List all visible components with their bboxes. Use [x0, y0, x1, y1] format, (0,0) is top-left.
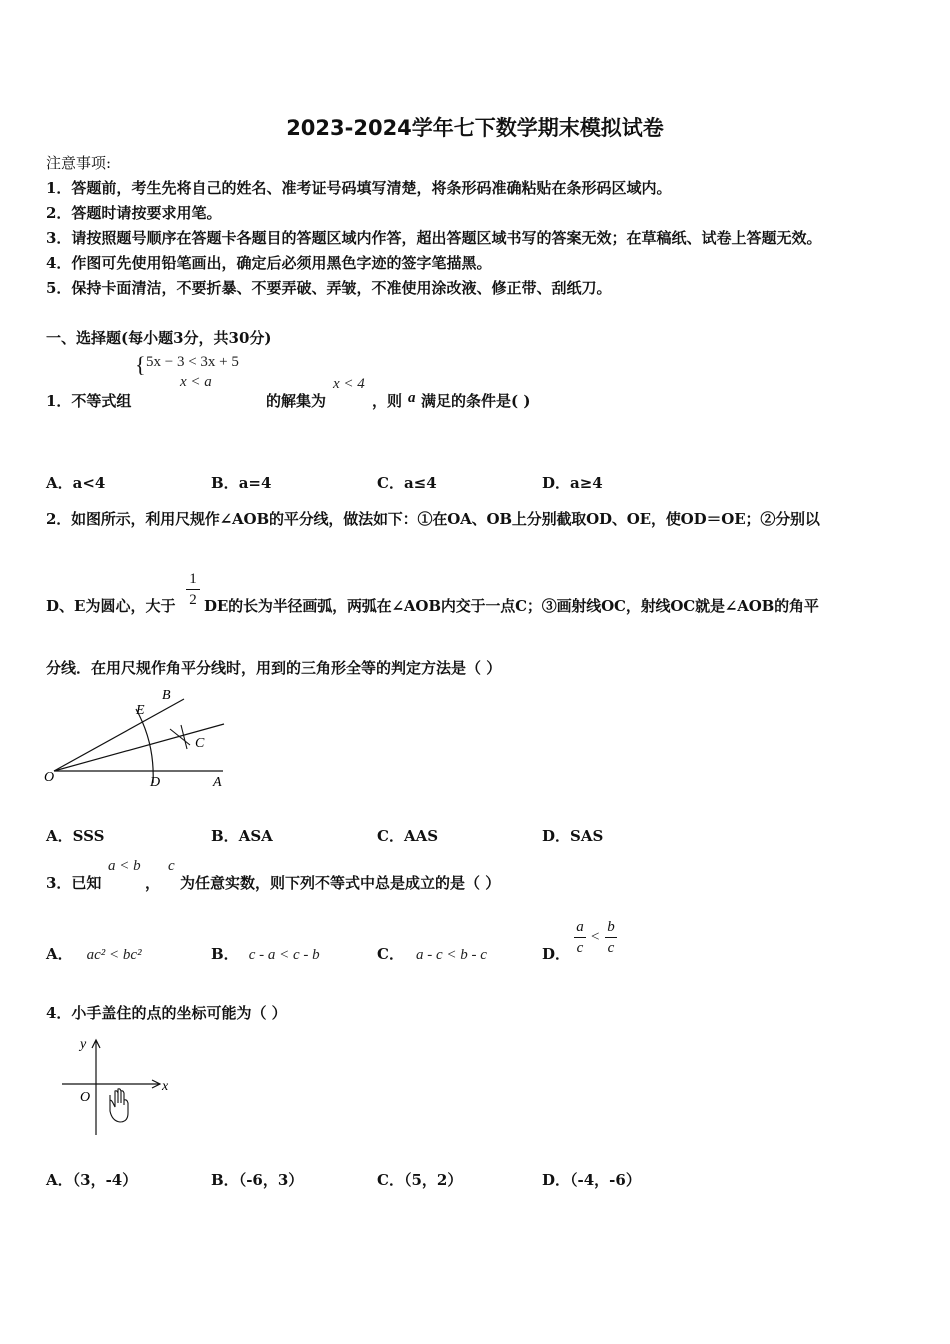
section-heading: 一、选择题(每小题3分，共30分) — [46, 329, 272, 347]
notice-item-2: 2．答题时请按要求用笔。 — [46, 204, 222, 222]
label-e: E — [136, 703, 145, 718]
q1-solution: x < 4 — [333, 376, 365, 392]
q2-option-d[interactable]: D．SAS — [542, 827, 604, 845]
q1-text-b: 的解集为 — [266, 392, 327, 410]
label-y: y — [80, 1037, 87, 1052]
label-d: D — [150, 775, 161, 790]
hand-icon — [110, 1089, 128, 1122]
q1-system-line-1: 5x − 3 < 3x + 5 — [146, 354, 239, 370]
label-origin: O — [80, 1090, 91, 1105]
coordinate-figure — [58, 1033, 178, 1138]
arc-c-2 — [181, 725, 187, 749]
ray-ob — [54, 699, 184, 771]
q3-option-c[interactable]: C． a - c < b - c — [377, 945, 487, 963]
q1-text-c: ，则 — [372, 392, 403, 410]
q3-option-d-op: < — [591, 929, 600, 945]
q3-option-a[interactable]: A． ac² < bc² — [46, 945, 142, 963]
q3-option-b[interactable]: B． c - a < c - b — [211, 945, 320, 963]
q3-option-d[interactable]: D． — [542, 945, 571, 963]
label-a: A — [213, 775, 222, 790]
q3-var-c: c — [168, 858, 175, 874]
q4-option-c[interactable]: C．（5，2） — [377, 1171, 463, 1189]
q1-option-a[interactable]: A．a<4 — [46, 474, 106, 492]
page-title: 2023-2024学年七下数学期末模拟试卷 — [286, 116, 664, 140]
q4-option-a[interactable]: A．（3，-4） — [46, 1171, 138, 1189]
q1-var: a — [408, 390, 416, 406]
notice-item-3: 3．请按照题号顺序在答题卡各题目的答题区域内作答，超出答题区域书写的答案无效；在草稿纸、试卷上答题无效。 — [46, 229, 822, 247]
q2-option-b[interactable]: B．ASA — [211, 827, 273, 845]
q2-line-3: 分线．在用尺规作角平分线时，用到的三角形全等的判定方法是（ ） — [46, 659, 502, 677]
q3-condition: a < b — [108, 858, 141, 874]
q4-option-b[interactable]: B．（-6，3） — [211, 1171, 304, 1189]
system-brace: { — [135, 352, 146, 377]
q1-option-c[interactable]: C．a≤4 — [377, 474, 437, 492]
q2-line-1: 2．如图所示，利用尺规作∠AOB的平分线，做法如下：①在OA、OB上分别截取OD、OE，使OD＝OE；②分别以 — [46, 510, 820, 528]
q1-option-b[interactable]: B．a=4 — [211, 474, 272, 492]
label-b: B — [162, 688, 171, 703]
label-x: x — [162, 1079, 169, 1094]
q3-option-d-frac-2: b c — [605, 918, 617, 957]
q2-line-2b: DE的长为半径画弧，两弧在∠AOB内交于一点C；③画射线OC，射线OC就是∠AOB的角平 — [204, 597, 819, 615]
q1-text-a: 1．不等式组 — [46, 392, 132, 410]
q3-text-b: 为任意实数，则下列不等式中总是成立的是（ ） — [180, 874, 501, 892]
q3-option-d-frac-1: a c — [574, 918, 586, 957]
q2-option-a[interactable]: A．SSS — [46, 827, 105, 845]
q4-text: 4．小手盖住的点的坐标可能为（ ） — [46, 1004, 287, 1022]
notice-item-4: 4．作图可先使用铅笔画出，确定后必须用黑色字迹的签字笔描黑。 — [46, 254, 492, 272]
q3-text-a: 3．已知 — [46, 874, 102, 892]
angle-bisector-figure — [40, 685, 240, 795]
q1-option-d[interactable]: D．a≥4 — [542, 474, 603, 492]
q1-text-d: 满足的条件是( ) — [421, 392, 531, 410]
q2-half-fraction: 1 2 — [186, 570, 200, 609]
q1-system-line-2: x < a — [180, 374, 212, 390]
notice-item-1: 1．答题前，考生先将自己的姓名、准考证号码填写清楚，将条形码准确粘贴在条形码区域内。 — [46, 179, 672, 197]
q2-line-2a: D、E为圆心，大于 — [46, 597, 176, 615]
q2-option-c[interactable]: C．AAS — [377, 827, 439, 845]
label-o: O — [44, 770, 55, 785]
q4-option-d[interactable]: D．（-4，-6） — [542, 1171, 641, 1189]
q3-comma: ， — [145, 874, 161, 892]
notice-item-5: 5．保持卡面清洁，不要折暴、不要弄破、弄皱，不准使用涂改液、修正带、刮纸刀。 — [46, 279, 612, 297]
label-c: C — [195, 736, 205, 751]
arc-c-1 — [170, 729, 190, 745]
notice-heading: 注意事项: — [46, 154, 112, 172]
